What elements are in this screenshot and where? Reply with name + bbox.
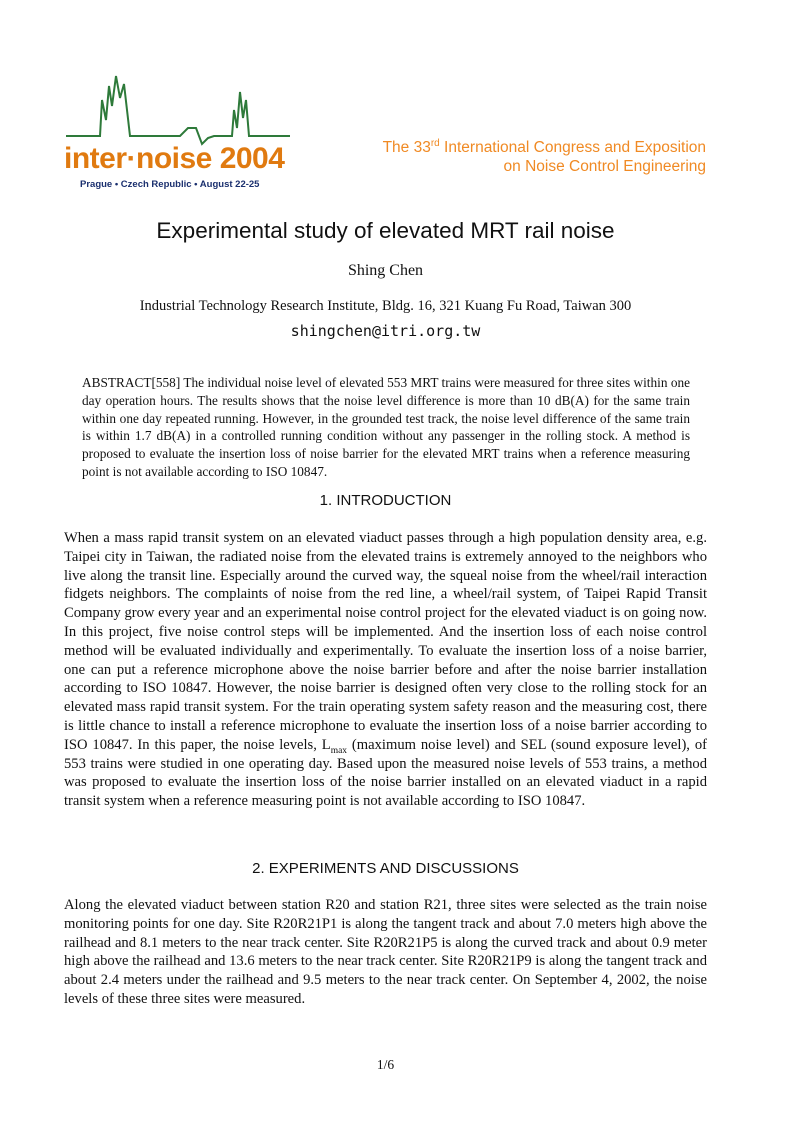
introduction-paragraph: When a mass rapid transit system on an elevated viaduct passes through a high population density area, e.g. Taipei city in Taiwan, the radiated noise from the elevated trains is extremely annoyed to the neighbors who live along the transit line. Especially around the curved way, the squeal noise from the wheel/rail interaction fidgets neighbors. The complaints of noise from the red line, a wheel/rail system, of Taipei Rapid Transit Company grow every year and an experimental noise control project for the elevated viaduct is on going now. In this project, five noise control steps will be implemented. And the insertion loss of each noise control method will be evaluated individually and experimentally. To evaluate the insertion loss of a noise barrier, one can put a reference microphone above the noise barrier before and after the noise barrier installation according to ISO 10847. However, the noise barrier is designed often very close to the rolling stock for an elevated mass rapid transit system. For the train operating system safety reason and the measuring cost, there is little chance to install a reference microphone to evaluate the insertion loss of a noise barrier according to ISO 10847. In this paper, the noise levels, $L_{max}$ (maximum noise level) and SEL (sound exposure level), of 553 trains were studied in one operating day. Based upon the measured noise levels of 553 trains, a method was proposed to evaluate the insertion loss of the noise barrier installed on an elevated viaduct in a rapid transit system when a reference measuring point is not available according to ISO 10847. [64, 530, 707, 810]
conference-logo [62, 70, 294, 194]
noise-trace-line [66, 76, 290, 144]
experiments-paragraph: Along the elevated viaduct between station R20 and station R21, three sites were selected as the train noise monitoring points for one day. Site R20R21P1 is along the tangent track and about 7.0 meters high above the railhead and 8.1 meters to the near track center. Site R20R21P5 is along the curved track and about 0.9 meter high above the railhead and 13.6 meters to the near track center. Site R20R21P9 is along the tangent track and about 2.4 meters under the railhead and 9.5 meters to the near track center. On September 4, 2002, the noise levels of these three sites were measured. [64, 897, 707, 1007]
logo-graphic [62, 70, 294, 194]
paper-author: Shing Chen [347, 262, 424, 279]
congress-line-1: The 33rd International Congress and Exposition [382, 137, 706, 156]
congress-line-2: on Noise Control Engineering [503, 158, 706, 175]
section-heading-introduction: 1. INTRODUCTION [319, 492, 452, 509]
author-affiliation: Industrial Technology Research Institute, Bldg. 16, 321 Kuang Fu Road, Taiwan 300 [139, 298, 632, 314]
congress-header [383, 138, 706, 176]
logo-wordmark: inter·noise 2004 [64, 142, 285, 175]
author-email[interactable]: shingchen@itri.org.tw [290, 322, 481, 340]
section-heading-experiments: 2. EXPERIMENTS AND DISCUSSIONS [252, 860, 519, 877]
paper-title: Experimental study of elevated MRT rail noise [156, 218, 615, 243]
logo-subtitle: Prague • Czech Republic • August 22-25 [80, 179, 260, 190]
page-number: 1/6 [376, 1057, 395, 1072]
abstract-paragraph: ABSTRACT[558] The individual noise level of elevated 553 MRT trains were measured for three sites within one day operation hours. The results shows that the noise level difference is more than 10 dB(A) for the same train within one day repeated running. However, in the grounded test track, the noise level difference of the same train is within 1.7 dB(A) in a controlled running condition without any passenger in the rolling stock. A method is proposed to evaluate the insertion loss of noise barrier for the elevated MRT trains when a reference measuring point is not available according to ISO 10847. [82, 375, 691, 479]
